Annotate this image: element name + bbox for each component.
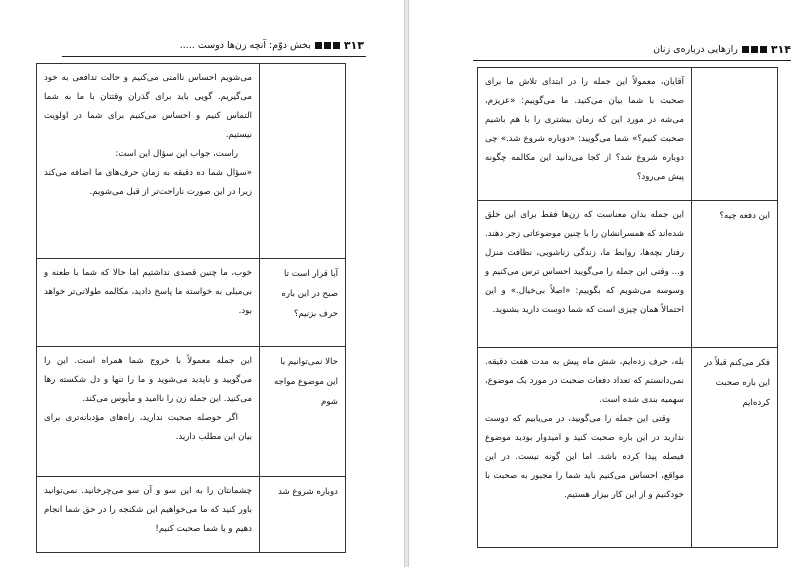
page-314 [408, 0, 812, 567]
table-row [37, 64, 346, 259]
header-rule [473, 60, 791, 61]
explanation-cell [478, 348, 692, 548]
phrase-cell [692, 68, 778, 201]
header-ornament [742, 46, 767, 53]
explanation-cell [37, 477, 260, 553]
running-head [443, 40, 791, 58]
table-row [478, 201, 778, 348]
table-row [478, 68, 778, 201]
explanation-paragraph: می‌شویم احساس ناامنی می‌کنیم و حالت تدافعی به خود می‌گیریم. گویی باید برای گذران وقتتان با ما به شما التماس کنیم و احساس می‌کنیم برای شما در اولویت نیستیم. [44, 73, 252, 140]
explanation-paragraph: راست، جواب این سؤال این است: [115, 149, 238, 159]
header-ornament [315, 42, 340, 49]
table-row [478, 348, 778, 548]
book-title: رازهایی درباره‌ی زنان [653, 43, 738, 55]
page-313 [0, 0, 405, 567]
explanation-cell [478, 201, 692, 348]
chapter-title: بخش دوّم: آنچه زن‌ها دوست ..... [179, 39, 311, 51]
explanation-paragraph: اگر حوصله صحبت ندارید، راه‌های مؤدبانه‌تری برای بیان این مطلب دارید. [44, 413, 252, 442]
phrase-cell [260, 64, 346, 259]
explanation-paragraph: این جمله بدان معناست که زن‌ها فقط برای این خلق شده‌اند که همسرانشان را با چنین موضوعاتی زجر دهند. رفتار بچه‌ها، روابط ما، زندگی زناشویی، نظافت منزل و... وقتی این جمله را می‌گویید احساس ترس می‌کنیم و وسوسه می‌شویم که بگوییم: «اصلاً بی‌خیال.» و این احتمالاً همان چیزی است که شما دوست دارید بشنوید. [485, 210, 684, 315]
explanation-paragraph: وقتی این جمله را می‌گویید، در می‌یابیم که دوست ندارید در این باره صحبت کنید و امیدوار بودید موضوع فیصله پیدا کرده باشد. اما این گونه نیست. در این مواقع، احساس می‌کنیم باید شما را مجبور به صحبت با خودکنیم و از این کار بیزار هستیم. [485, 414, 684, 500]
explanation-cell [478, 68, 692, 201]
page-number: ۳۱۳ [343, 38, 364, 52]
explanation-cell [37, 347, 260, 477]
phrase-table [36, 63, 346, 553]
running-head [64, 36, 364, 54]
explanation-cell [37, 259, 260, 347]
explanation-paragraph: چشمانتان را به این سو و آن سو می‌چرخانید. نمی‌توانید باور کنید که ما می‌خواهیم این شکنجه را در حق شما انجام دهیم و با شما صحبت کنیم! [44, 486, 252, 534]
header-rule [62, 56, 366, 57]
phrase-cell: این دفعه چیه؟ [692, 201, 778, 348]
phrase-cell: حالا نمی‌توانیم با این موضوع مواجه شوم [260, 347, 346, 477]
table-row [37, 347, 346, 477]
explanation-paragraph: این جمله معمولاً با خروج شما همراه است. این را می‌گویید و ناپدید می‌شوید و ما را تنها و دل شکسته رها می‌کنید. این جمله زن را ناامید و مأیوس می‌کند. [44, 356, 252, 404]
phrase-table [477, 67, 778, 548]
phrase-cell: آیا قرار است تا صبح در این باره حرف بزنیم؟ [260, 259, 346, 347]
explanation-paragraph: بله، حرف زده‌ایم، شش ماه پیش به مدت هفت دقیقه. نمی‌دانستم که تعداد دفعات صحبت در مورد یک موضوع، سهمیه بندی شده است. [485, 357, 684, 405]
explanation-paragraph: «سؤال شما ده دقیقه به زمان حرف‌های ما اضافه می‌کند زیرا در این صورت ناراحت‌تر از قبل می‌شویم. [44, 168, 252, 197]
page-number: ۳۱۴ [770, 42, 791, 56]
table-row [37, 259, 346, 347]
table-row [37, 477, 346, 553]
explanation-paragraph: خوب، ما چنین قصدی نداشتیم اما حالا که شما با طعنه و بی‌میلی به خواسته ما پاسخ دادید، مکالمه طولانی‌تر خواهد بود. [44, 268, 252, 316]
phrase-cell: فکر می‌کنم قبلاً در این باره صحبت کرده‌ایم [692, 348, 778, 548]
phrase-cell: دوباره شروع شد [260, 477, 346, 553]
explanation-cell [37, 64, 260, 259]
explanation-paragraph: آقایان، معمولاً این جمله را در ابتدای تلاش ما برای صحبت با شما بیان می‌کنید. ما می‌گوییم: «عزیزم، می‌شه در مورد این که زمان بیشتری را با هم باشیم صحبت کنیم؟» شما می‌گویید: «دوباره شروع شد.» چی دوباره شروع شد؟ از کجا می‌دانید این مکالمه چگونه پیش می‌رود؟ [485, 77, 684, 182]
